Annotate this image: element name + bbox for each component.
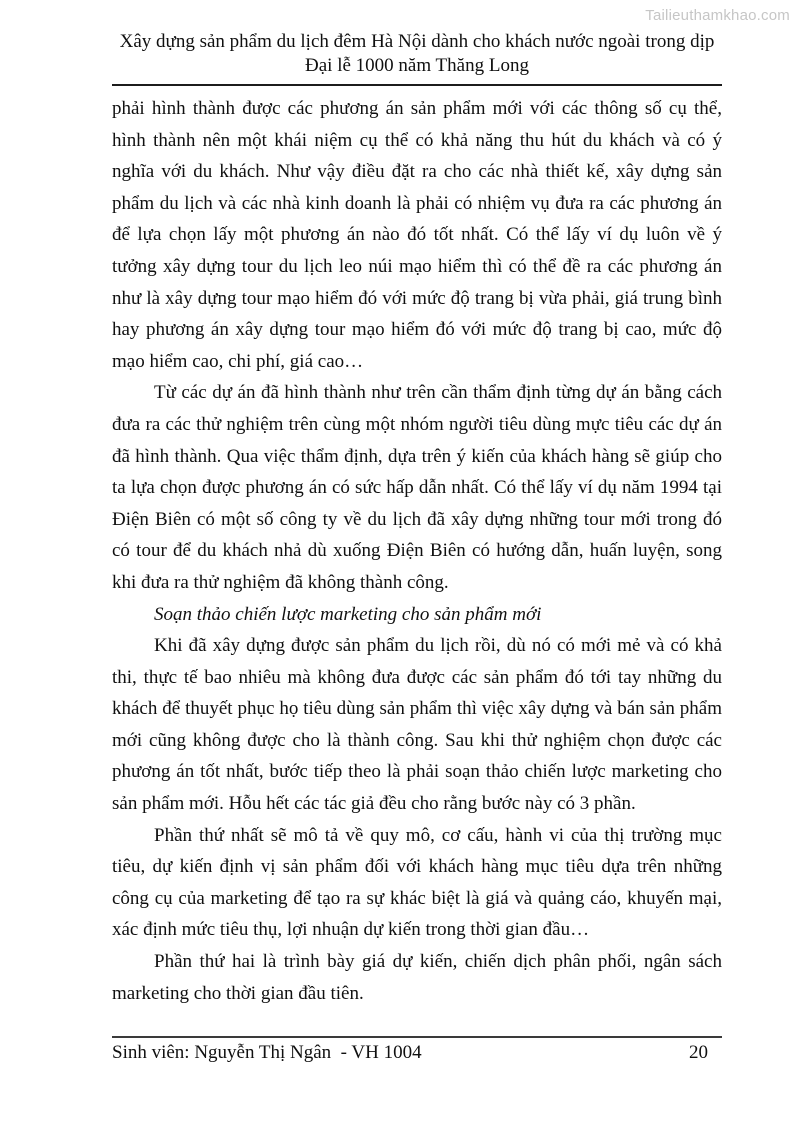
paragraph: Từ các dự án đã hình thành như trên cần thẩm định từng dự án bằng cách đưa ra các thử nghiệm trên cùng một nhóm người tiêu dùng mực tiêu các dự án đã hình thành. Qua việc thẩm định, dựa trên ý kiến của khách hàng sẽ giúp cho ta lựa chọn được phương án có sức hấp dẫn nhất. Có thể lấy ví dụ năm 1994 tại Điện Biên có một số công ty về du lịch đã xây dựng những tour mới trong đó có tour để du khách nhả dù xuống Điện Biên có hướng dẫn, huấn luyện, song khi đưa ra thử nghiệm đã không thành công.: [112, 382, 722, 593]
watermark: Tailieuthamkhao.com: [645, 7, 790, 24]
paragraph-continuation: phải hình thành được các phương án sản phẩm mới với các thông số cụ thể, hình thành nên một khái niệm cụ thể có khả năng thu hút du khách và có ý nghĩa với du khách. Như vậy điều đặt ra cho các nhà thiết kế, xây dựng sản phẩm du lịch và các nhà kinh doanh là phải có nhiệm vụ đưa ra các phương án để lựa chọn lấy một phương án nào đó tốt nhất. Có thể lấy ví dụ luôn về ý tưởng xây dựng tour du lịch leo núi mạo hiểm thì có thể đề ra các phương án như là xây dựng tour mạo hiểm đó với mức độ trang bị vừa phải, giá trung bình hay phương án xây dựng tour mạo hiểm đó với mức độ trang bị cao, mức độ mạo hiểm cao, chi phí, giá cao…: [112, 98, 722, 372]
paragraph: Phần thứ hai là trình bày giá dự kiến, chiến dịch phân phối, ngân sách marketing cho thời gian đầu tiên.: [112, 951, 722, 1004]
paragraph: Khi đã xây dựng được sản phẩm du lịch rồi, dù nó có mới mẻ và có khả thi, thực tế bao nhiêu mà không đưa được các sản phẩm đó tới tay những du khách để thuyết phục họ tiêu dùng sản phẩm thì việc xây dựng và bán sản phẩm mới cũng không được cho là thành công. Sau khi thử nghiệm chọn được các phương án tốt nhất, bước tiếp theo là phải soạn thảo chiến lược marketing cho sản phẩm mới. Hỗu hết các tác giả đều cho rằng bước này có 3 phần.: [112, 635, 722, 815]
header-title-line2: Đại lễ 1000 năm Thăng Long: [305, 55, 529, 76]
page-content: [112, 30, 722, 1009]
footer-page-number: 20: [689, 1042, 708, 1063]
page-footer: [112, 1036, 722, 1065]
page-header: [112, 30, 722, 86]
footer-student-name: Sinh viên: Nguyễn Thị Ngân - VH 1004: [112, 1042, 422, 1063]
document-body: [112, 86, 722, 1009]
section-heading-italic: Soạn thảo chiến lược marketing cho sản phẩm mới: [154, 603, 542, 625]
paragraph: Phần thứ nhất sẽ mô tả về quy mô, cơ cấu, hành vi của thị trường mục tiêu, dự kiến định vị sản phẩm đối với khách hàng mục tiêu dựa trên những công cụ của marketing để tạo ra sự khác biệt là giá và quảng cáo, khuyến mại, xác định mức tiêu thụ, lợi nhuận dự kiến trong thời gian đầu…: [112, 824, 722, 941]
header-title-line1: Xây dựng sản phẩm du lịch đêm Hà Nội dành cho khách nước ngoài trong dịp: [119, 31, 715, 52]
